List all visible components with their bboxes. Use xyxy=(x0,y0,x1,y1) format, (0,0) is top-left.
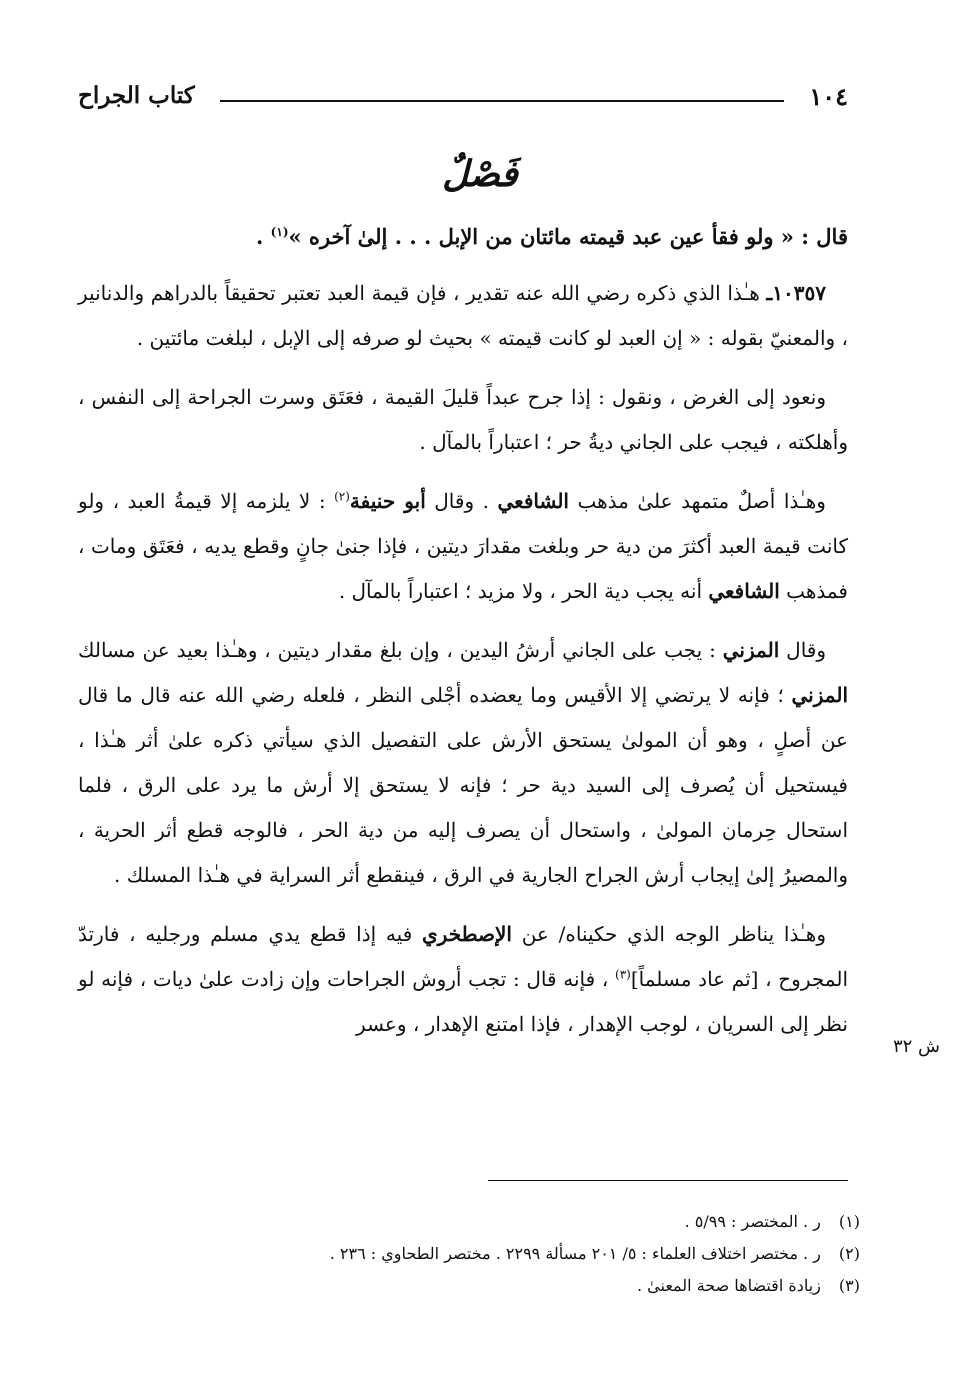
paragraph-4-part: ؛ فإنه لا يرتضي إلا الأقيس وما يعضده أجْلى النظر ، فلعله رضي الله عنه قال ما قال عن أصلٍ ، وهو أن المولىٰ يستحق الأرش على التفصيل الذي سيأتي ذكره علىٰ أثر هـٰذا ، فيستحيل أن يُصرف إلى السيد دية حر ؛ فإنه لا يستحق إلا أرش ما يرد على الرق ، فلما استحال حِرمان المولىٰ ، واستحال أن يصرف إليه من دية الحر ، فالوجه قطع أثر الحرية ، والمصيرُ إلىٰ إيجاب أرش الجراح الجارية في الرق ، فينقطع أثر السراية في هـٰذا المسلك . xyxy=(78,683,848,887)
paragraph-3-part: . وقال xyxy=(425,489,498,513)
name-istakhri: الإصطخري xyxy=(422,922,512,946)
footnote-item xyxy=(78,1270,860,1302)
paragraph-3-part: أنه يجب دية الحر ، ولا مزيد ؛ اعتباراً بالمآل . xyxy=(338,579,709,603)
page-header xyxy=(78,78,848,118)
footnote-rule xyxy=(488,1180,848,1181)
page-number: ١٠٤ xyxy=(809,82,848,111)
footnote-ref-3: (٣) xyxy=(615,967,631,982)
manuscript-folio-note: ش ٣٢ xyxy=(892,1036,940,1057)
paragraph-3-part: : لا يلزمه إلا قيمةُ العبد ، ولو كانت قيمة العبد أكثرَ من دية حر وبلغت مقدارَ ديتين ، فإذا جنىٰ جانٍ وقطع يديه ، فعَتَق ومات ، فمذهب xyxy=(78,489,848,603)
paragraph-5 xyxy=(78,912,848,1047)
name-muzani: المزني xyxy=(791,683,848,707)
main-text xyxy=(78,214,848,1061)
footnote-mark: (٣) xyxy=(838,1276,860,1295)
name-abu-hanifa: أبو حنيفة xyxy=(349,489,426,513)
footnote-text: ر . المختصر : ٥/٩٩ . xyxy=(684,1212,821,1231)
quote-tail: . xyxy=(256,224,271,249)
footnote-ref-2: (٢) xyxy=(334,489,350,504)
footnote-text: ر . مختصر اختلاف العلماء : ٥/ ٢٠١ مسألة ٢٢٩٩ . مختصر الطحاوي : ٢٣٦ . xyxy=(329,1244,821,1263)
footnote-mark: (٢) xyxy=(838,1244,860,1263)
name-shafii: الشافعي xyxy=(708,579,780,603)
footnote-mark: (١) xyxy=(838,1212,860,1231)
paragraph-3-part: وهـٰذا أصلٌ متمهد علىٰ مذهب xyxy=(568,489,826,513)
paragraph-4-part: وقال xyxy=(779,638,827,662)
section-heading: فَصْلٌ xyxy=(442,153,518,195)
paragraph-5-part: ، فإنه قال : تجب أروش الجراحات وإن زادت علىٰ ديات ، فإنه لو نظر إلى السريان ، لوجب الإهدار ، فإذا امتنع الإهدار ، وعسر xyxy=(78,967,848,1036)
name-shafii: الشافعي xyxy=(497,489,569,513)
paragraph-2 xyxy=(78,375,848,465)
footnote-ref-1: (١) xyxy=(270,225,289,239)
footnotes xyxy=(78,1206,860,1302)
footnote-item xyxy=(78,1206,860,1238)
name-muzani: المزني xyxy=(722,638,780,662)
footnote-item xyxy=(78,1238,860,1270)
running-title: كتاب الجراح xyxy=(78,82,195,109)
paragraph-4-part: : يجب على الجاني أرشُ اليدين ، وإن بلغ مقدار ديتين ، وهـٰذا بعيد عن مسالك xyxy=(78,638,723,662)
issue-number: ١٠٣٥٧ـ xyxy=(766,281,826,305)
paragraph-1-text: هـٰذا الذي ذكره رضي الله عنه تقدير ، فإن قيمة العبد تعتبر تحقيقاً بالدراهم والدنانير ، والمعنيّ بقوله : « إن العبد لو كانت قيمته » بحيث لو صرفه إلى الإبل ، لبلغت مائتين . xyxy=(78,281,848,350)
footnote-text: زيادة اقتضاها صحة المعنىٰ . xyxy=(636,1276,821,1295)
paragraph-5-part: وهـٰذا يناظر الوجه الذي حكيناه/ عن xyxy=(511,922,827,946)
header-rule xyxy=(220,100,784,102)
paragraph-4 xyxy=(78,628,848,898)
paragraph-1 xyxy=(78,271,848,361)
paragraph-5-part: فيه إذا قطع يدي مسلم ورجليه ، فارتدّ المجروح ، [ثم عاد مسلماً] xyxy=(78,922,849,991)
paragraph-2-text: ونعود إلى الغرض ، ونقول : إذا جرح عبداً قليلَ القيمة ، فعَتَق وسرت الجراحة إلى النفس ، وأهلكته ، فيجب على الجاني ديةُ حر ؛ اعتباراً بالمآل . xyxy=(78,385,848,454)
quote-text: قال : « ولو فقأ عين عبد قيمته مائتان من الإبل . . . إلىٰ آخره » xyxy=(288,224,848,249)
quoted-text xyxy=(78,214,848,259)
paragraph-3 xyxy=(78,479,848,614)
